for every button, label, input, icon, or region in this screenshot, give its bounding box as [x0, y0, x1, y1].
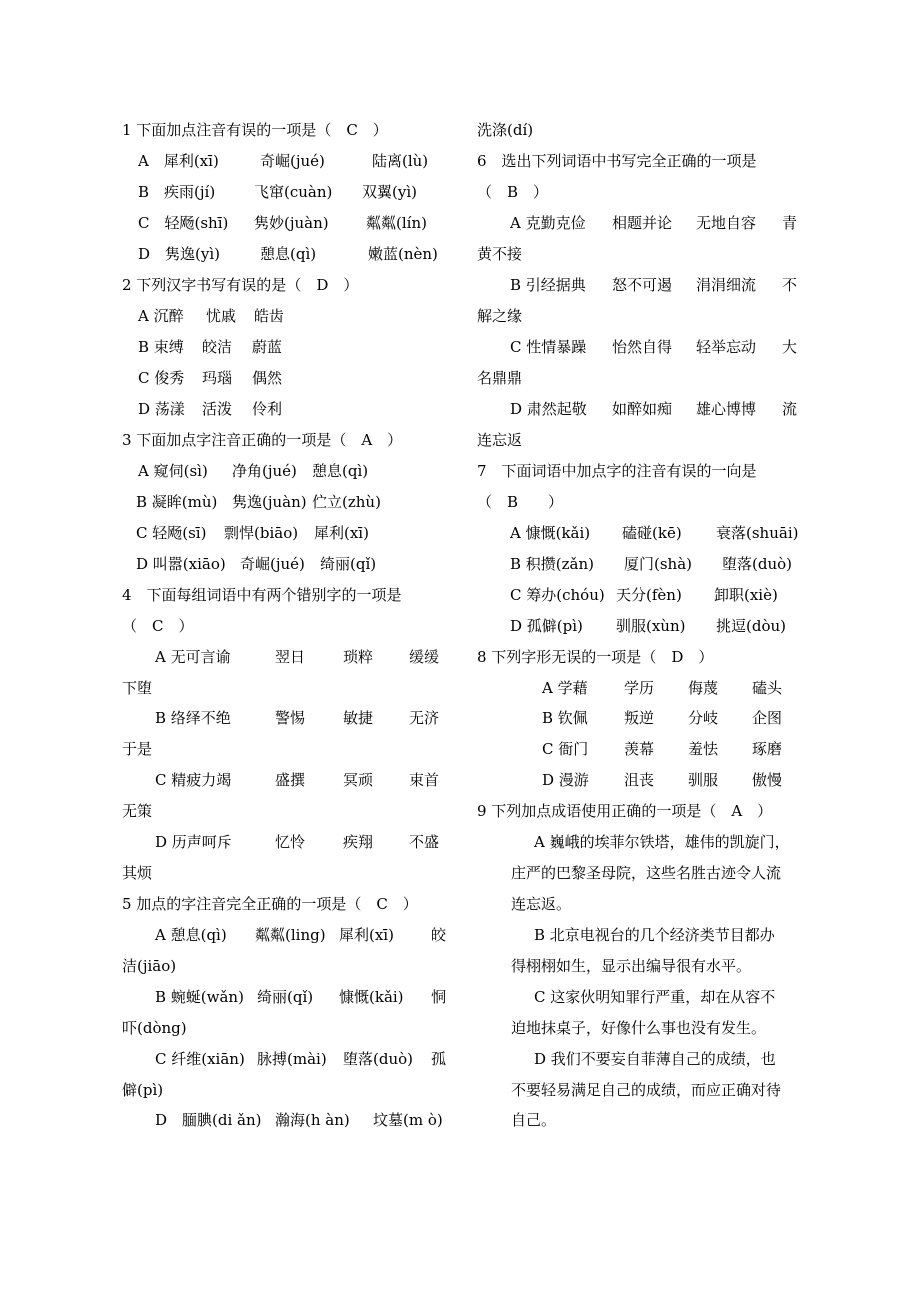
q7-b-2: 厦门(shà)	[624, 555, 693, 573]
q9-option-a-2: 庄严的巴黎圣母院，这些名胜古迹令人流	[511, 864, 782, 882]
q5-c-4: 孤	[431, 1050, 447, 1068]
q3-b-1: B 凝眸(mù)	[136, 493, 218, 511]
q5-c-2: 脉搏(mài)	[257, 1050, 327, 1068]
q2-option-d	[138, 398, 282, 420]
q4-answer: （ C ）	[122, 617, 194, 635]
q8-c-4: 琢磨	[752, 740, 783, 758]
q5-option-c-cont: 僻(pì)	[122, 1081, 164, 1099]
q6-c-4: 大	[782, 338, 798, 356]
q6-stem: 6 选出下列词语中书写完全正确的一项是	[477, 152, 757, 170]
q3-a-2: 净角(jué)	[232, 462, 297, 480]
q3-option-a	[138, 460, 368, 482]
q6-a-3: 无地自容	[696, 214, 757, 232]
q9-option-b-1: B 北京电视台的几个经济类节目都办	[534, 926, 775, 944]
q7-option-d	[510, 615, 786, 637]
q6-b-3: 涓涓细流	[696, 276, 757, 294]
q6-option-d	[510, 398, 797, 420]
q8-d-4: 傲慢	[752, 771, 783, 789]
q8-a-3: 侮蔑	[688, 679, 719, 697]
q7-c-3: 卸职(xiè)	[714, 586, 778, 604]
q6-a-4: 青	[782, 214, 798, 232]
q3-a-1: A 窥伺(sì)	[138, 462, 208, 480]
q3-option-c	[136, 522, 369, 544]
q5-option-c	[155, 1048, 446, 1070]
q4-d-4: 不盛	[409, 833, 440, 851]
q2-c-3: 偶然	[252, 369, 283, 387]
q6-c-3: 轻举忘动	[696, 338, 757, 356]
q1-option-a	[138, 150, 428, 172]
q6-answer: （ B ）	[477, 183, 549, 201]
q3-c-3: 犀利(xī)	[314, 524, 369, 542]
q8-a-4: 磕头	[752, 679, 783, 697]
q2-a-1: A 沉醉	[138, 307, 184, 325]
q3-stem: 3 下面加点字注音正确的一项是（ A ）	[122, 431, 403, 449]
q6-b-2: 怒不可遏	[612, 276, 673, 294]
q1-c-1: C 轻飏(shī)	[138, 214, 229, 232]
q6-d-4: 流	[782, 400, 798, 418]
q8-b-1: B 钦佩	[542, 709, 588, 727]
q1-stem: 1 下面加点注音有误的一项是（ C ）	[122, 121, 388, 139]
q2-b-3: 蔚蓝	[252, 338, 283, 356]
q7-d-2: 驯服(xùn)	[616, 617, 686, 635]
q1-d-2: 憩息(qì)	[260, 245, 317, 263]
q3-a-3: 憩息(qì)	[312, 462, 369, 480]
q6-option-c-cont: 名鼎鼎	[477, 369, 523, 387]
q1-c-2: 隽妙(juàn)	[254, 214, 329, 232]
q5-c-3: 堕落(duò)	[343, 1050, 413, 1068]
q7-stem: 7 下面词语中加点字的注音有误的一向是	[477, 462, 757, 480]
q3-option-b	[136, 491, 381, 513]
q2-b-2: 皎洁	[202, 338, 233, 356]
q6-b-4: 不	[782, 276, 798, 294]
q1-option-d	[138, 243, 438, 265]
q6-option-a-cont: 黄不接	[477, 245, 523, 263]
q9-option-a-1: A 巍峨的埃菲尔铁塔，雄伟的凯旋门，	[534, 833, 790, 851]
q8-option-b	[542, 707, 782, 729]
q2-c-2: 玛瑙	[202, 369, 233, 387]
q7-d-3: 挑逗(dòu)	[716, 617, 786, 635]
q1-b-2: 飞窜(cuàn)	[254, 183, 333, 201]
q7-d-1: D 孤僻(pì)	[510, 617, 583, 635]
q1-option-c	[138, 212, 427, 234]
q2-c-1: C 俊秀	[138, 369, 185, 387]
q4-d-2: 忆怜	[275, 833, 306, 851]
q6-b-1: B 引经据典	[510, 276, 586, 294]
q2-a-3: 皓齿	[254, 307, 285, 325]
q9-stem: 9 下列加点成语使用正确的一项是（ A ）	[477, 802, 773, 820]
q5-d-3: 坟墓(m ò)	[373, 1111, 443, 1129]
q5-tail: 洗涤(dí)	[477, 121, 534, 139]
q1-option-b	[138, 181, 417, 203]
q4-option-a	[155, 646, 439, 668]
q7-option-a	[510, 522, 798, 544]
q3-option-d	[136, 553, 376, 575]
q3-d-1: D 叫嚣(xiāo)	[136, 555, 226, 573]
q8-b-4: 企图	[752, 709, 783, 727]
q8-option-a	[542, 677, 782, 699]
q5-b-2: 绮丽(qǐ)	[257, 988, 314, 1006]
q5-d-2: 瀚海(h àn)	[275, 1111, 350, 1129]
q5-stem: 5 加点的字注音完全正确的一项是（ C ）	[122, 895, 418, 913]
q9-option-b-2: 得栩栩如生，显示出编导很有水平。	[511, 957, 752, 975]
q5-option-b-cont: 吓(dòng)	[122, 1019, 187, 1037]
q1-b-1: B 疾雨(jí)	[138, 183, 216, 201]
q6-c-2: 怡然自得	[612, 338, 673, 356]
q1-c-3: 粼粼(lín)	[366, 214, 427, 232]
q1-a-3: 陆离(lù)	[372, 152, 429, 170]
q8-c-1: C 衙门	[542, 740, 589, 758]
q6-option-d-cont: 连忘返	[477, 431, 523, 449]
q8-stem: 8 下列字形无误的一项是（ D ）	[477, 648, 714, 666]
q4-d-3: 疾翔	[343, 833, 374, 851]
q7-answer: （ B ）	[477, 493, 564, 511]
q6-option-b	[510, 274, 797, 296]
q4-a-3: 琐粹	[343, 648, 374, 666]
q6-option-c	[510, 336, 797, 358]
q2-a-2: 忧戚	[206, 307, 237, 325]
q5-b-4: 恫	[431, 988, 447, 1006]
q6-a-2: 相题并论	[612, 214, 673, 232]
q4-c-4: 束首	[409, 771, 440, 789]
q1-d-3: 嫩蓝(nèn)	[368, 245, 438, 263]
q6-d-2: 如醉如痴	[612, 400, 673, 418]
q1-a-2: 奇崛(jué)	[260, 152, 325, 170]
q4-a-1: A 无可言谕	[155, 648, 231, 666]
q9-option-c-1: C 这家伙明知罪行严重，却在从容不	[534, 988, 776, 1006]
q1-d-1: D 隽逸(yì)	[138, 245, 221, 263]
q2-b-1: B 束缚	[138, 338, 184, 356]
q4-c-1: C 精疲力竭	[155, 771, 232, 789]
q7-c-2: 天分(fèn)	[616, 586, 682, 604]
q2-option-c	[138, 367, 282, 389]
q4-option-c	[155, 769, 439, 791]
q8-a-1: A 学藉	[542, 679, 588, 697]
q8-b-3: 分岐	[688, 709, 719, 727]
q4-a-4: 缓缓	[409, 648, 440, 666]
q2-d-3: 伶利	[252, 400, 283, 418]
q7-option-c	[510, 584, 778, 606]
q7-b-3: 堕落(duò)	[722, 555, 792, 573]
q8-c-2: 羡幕	[624, 740, 655, 758]
q8-c-3: 羞怯	[688, 740, 719, 758]
q5-d-1: D 腼腆(di ǎn)	[155, 1111, 262, 1129]
q4-c-2: 盛撰	[275, 771, 306, 789]
q5-a-1: A 憩息(qì)	[155, 926, 227, 944]
q1-b-3: 双翼(yì)	[362, 183, 417, 201]
q9-option-d-3: 自己。	[511, 1111, 557, 1129]
q4-b-3: 敏捷	[343, 709, 374, 727]
q5-option-b	[155, 986, 446, 1008]
q2-option-b	[138, 336, 282, 358]
q2-option-a	[138, 305, 284, 327]
q5-b-3: 慷慨(kǎi)	[339, 988, 404, 1006]
q8-d-1: D 漫游	[542, 771, 589, 789]
q2-stem: 2 下列汉字书写有误的是（ D ）	[122, 276, 359, 294]
q4-option-a-cont: 下堕	[122, 679, 153, 697]
q8-d-2: 沮丧	[624, 771, 655, 789]
q7-a-2: 磕碰(kē)	[622, 524, 682, 542]
q8-a-2: 学历	[624, 679, 655, 697]
q3-c-2: 剽悍(biāo)	[224, 524, 299, 542]
q7-a-3: 衰落(shuāi)	[716, 524, 799, 542]
q6-d-1: D 肃然起敬	[510, 400, 587, 418]
q5-a-2: 粼粼(ling)	[255, 926, 326, 944]
q3-c-1: C 轻飏(sī)	[136, 524, 207, 542]
q3-d-2: 奇崛(jué)	[240, 555, 305, 573]
q6-a-1: A 克勤克俭	[510, 214, 586, 232]
q4-b-1: B 络绎不绝	[155, 709, 231, 727]
q6-d-3: 雄心博博	[696, 400, 757, 418]
q7-c-1: C 筹办(chóu)	[510, 586, 605, 604]
q9-option-d-2: 不要轻易满足自己的成绩，而应正确对待	[511, 1081, 782, 1099]
q5-option-a-cont: 洁(jiāo)	[122, 957, 177, 975]
q8-b-2: 叛逆	[624, 709, 655, 727]
q4-c-3: 冥顽	[343, 771, 374, 789]
q7-option-b	[510, 553, 792, 575]
q2-d-2: 活泼	[202, 400, 233, 418]
q4-b-4: 无济	[409, 709, 440, 727]
q3-b-2: 隽逸(juàn)	[232, 493, 307, 511]
q5-option-a	[155, 924, 446, 946]
q5-a-4: 皎	[431, 926, 447, 944]
q4-d-1: D 历声呵斥	[155, 833, 232, 851]
q5-b-1: B 蜿蜒(wǎn)	[155, 988, 244, 1006]
q4-option-c-cont: 无策	[122, 802, 153, 820]
q9-option-c-2: 迫地抹桌子，好像什么事也没有发生。	[511, 1019, 767, 1037]
q5-option-d	[155, 1109, 443, 1131]
q1-a-1: A 犀利(xī)	[138, 152, 219, 170]
q7-a-1: A 慷慨(kǎi)	[510, 524, 591, 542]
q3-b-3: 伫立(zhù)	[312, 493, 381, 511]
q7-b-1: B 积攒(zǎn)	[510, 555, 595, 573]
q8-option-d	[542, 769, 782, 791]
q4-option-b	[155, 707, 439, 729]
q4-stem: 4 下面每组词语中有两个错别字的一项是	[122, 586, 402, 604]
q4-option-b-cont: 于是	[122, 740, 153, 758]
q6-option-b-cont: 解之缘	[477, 307, 523, 325]
q3-d-3: 绮丽(qǐ)	[320, 555, 377, 573]
q9-option-a-3: 连忘返。	[511, 895, 572, 913]
q4-b-2: 警惕	[275, 709, 306, 727]
q4-option-d	[155, 831, 439, 853]
q6-c-1: C 性情暴躁	[510, 338, 587, 356]
q2-d-1: D 荡漾	[138, 400, 185, 418]
q5-a-3: 犀利(xī)	[339, 926, 394, 944]
q4-a-2: 翌日	[275, 648, 306, 666]
q5-c-1: C 纤维(xiān)	[155, 1050, 245, 1068]
q4-option-d-cont: 其烦	[122, 864, 153, 882]
q9-option-d-1: D 我们不要妄自菲薄自己的成绩，也	[534, 1050, 776, 1068]
q8-option-c	[542, 738, 782, 760]
q8-d-3: 驯服	[688, 771, 719, 789]
q6-option-a	[510, 212, 797, 234]
